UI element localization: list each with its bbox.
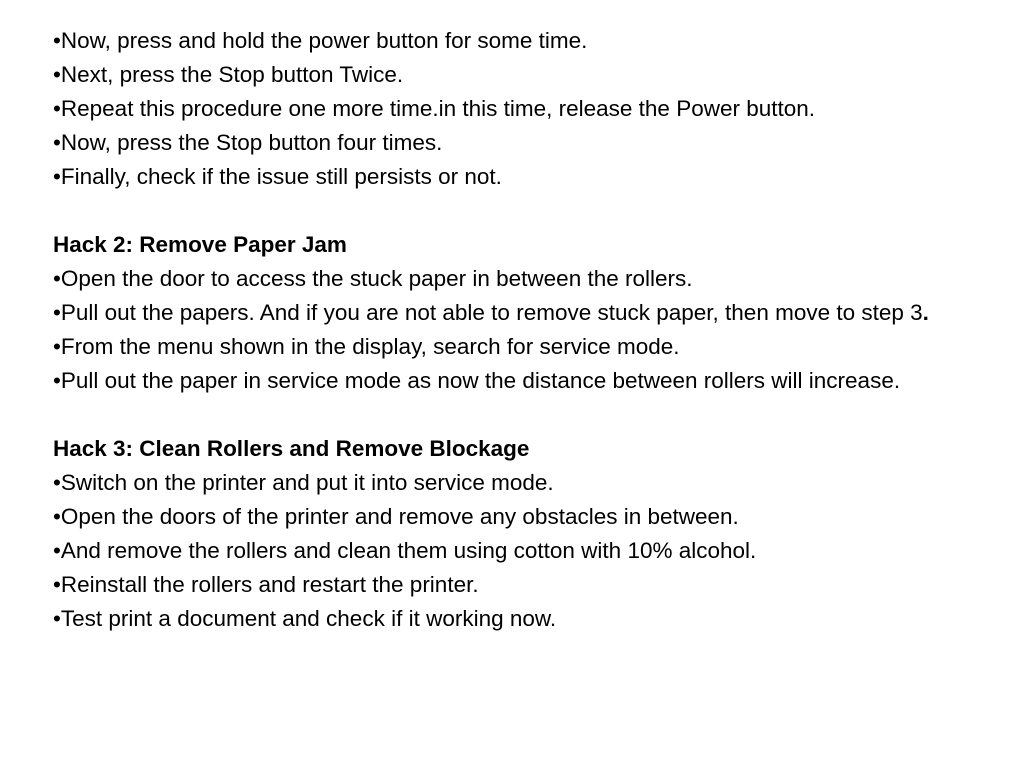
list-item: • Switch on the printer and put it into service mode. [53,466,1003,500]
list-item [53,296,1003,330]
spacer [53,194,1003,228]
list-item: • And remove the rollers and clean them using cotton with 10% alcohol. [53,534,1003,568]
list-item: • From the menu shown in the display, search for service mode. [53,330,1003,364]
section-hack-3 [53,432,1003,636]
section-hack-1 [53,24,1003,194]
list-item-suffix: . [922,300,929,325]
list-item: • Now, press and hold the power button for some time. [53,24,1003,58]
list-item: • Repeat this procedure one more time.in this time, release the Power button. [53,92,1003,126]
spacer [53,398,1003,432]
list-item: • Reinstall the rollers and restart the printer. [53,568,1003,602]
list-item: • Now, press the Stop button four times. [53,126,1003,160]
section-heading: Hack 2: Remove Paper Jam [53,232,347,257]
list-item-text: Pull out the papers. And if you are not able to remove stuck paper, then move to step 3 [60,300,923,325]
list-item: • Test print a document and check if it working now. [53,602,1003,636]
list-item: • Next, press the Stop button Twice. [53,58,1003,92]
slide-content [53,24,1003,636]
section-heading: Hack 3: Clean Rollers and Remove Blockage [53,436,530,461]
section-hack-2 [53,228,1003,398]
list-item: • Finally, check if the issue still persists or not. [53,160,1003,194]
list-item: • Open the door to access the stuck paper in between the rollers. [53,262,1003,296]
list-item: • Open the doors of the printer and remove any obstacles in between. [53,500,1003,534]
list-item: • Pull out the paper in service mode as now the distance between rollers will increase. [53,364,1003,398]
